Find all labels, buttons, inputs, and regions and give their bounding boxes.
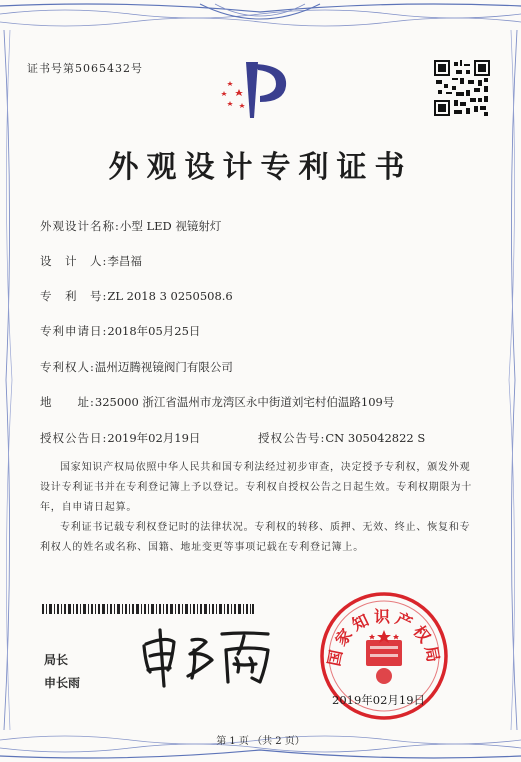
- design-name-value: 小型 LED 视镜射灯: [119, 219, 222, 233]
- right-ornament-border: [499, 30, 521, 730]
- patentee-field: [40, 359, 233, 375]
- address-value: 325000 浙江省温州市龙湾区永中街道刘宅村伯温路109号: [94, 395, 395, 409]
- field-label: 专利申请日:: [40, 324, 108, 338]
- design-name-field: [40, 218, 221, 234]
- field-label: 外观设计名称:: [40, 219, 120, 233]
- address-field: [40, 394, 394, 410]
- certificate-title: 外观设计专利证书: [108, 150, 413, 185]
- director-title: 局长: [44, 653, 69, 667]
- paragraph-line: 专利证书记载专利权登记时的法律状况。专利权的转移、质押、无效、终止、恢复和专: [60, 522, 471, 533]
- field-label: 专利权人:: [40, 360, 95, 374]
- patent-number-value: ZL 2018 3 0250508.6: [107, 289, 233, 303]
- announce-number-field: [258, 430, 425, 446]
- seal-text: 国家知识产权局: [324, 607, 444, 668]
- announce-number-value: CN 305042822 S: [325, 431, 426, 445]
- director-name: 申长雨: [44, 676, 81, 690]
- field-label: 授权公告日:: [40, 431, 108, 445]
- designer-value: 李昌福: [107, 254, 142, 268]
- paragraph-line: 设计专利证书并在专利登记簿上予以登记。专利权自授权公告之日起生效。专利权期限为十: [40, 482, 472, 493]
- barcode-icon: [42, 604, 254, 614]
- certificate-number: 证书号第5065432号: [27, 62, 143, 75]
- qr-code-icon: [434, 60, 490, 116]
- patentee-value: 温州迈腾视镜阀门有限公司: [94, 360, 233, 374]
- handwritten-signature: [140, 620, 280, 690]
- top-ornament-border: [0, 0, 521, 40]
- paragraph-line: 国家知识产权局依照中华人民共和国专利法经过初步审查，决定授予专利权，颁发外观: [60, 462, 471, 473]
- paragraph-line: 利权人的姓名或名称、国籍、地址变更等事项记载在专利登记簿上。: [40, 542, 364, 553]
- designer-field: [40, 253, 142, 269]
- field-label: 地 址:: [40, 395, 95, 409]
- page-indicator: 第 1 页 （共 2 页）: [216, 736, 305, 747]
- filing-date-value: 2018年05月25日: [107, 324, 201, 338]
- seal-date: 2019年02月19日: [332, 693, 426, 707]
- field-label: 专 利 号:: [40, 289, 108, 303]
- left-ornament-border: [0, 30, 22, 730]
- patent-number-field: [40, 288, 233, 304]
- field-label: 授权公告号:: [258, 431, 326, 445]
- paragraph-line: 年，自申请日起算。: [40, 502, 138, 513]
- announce-date-value: 2019年02月19日: [107, 431, 201, 445]
- filing-date-field: [40, 323, 200, 339]
- patent-office-emblem-icon: [206, 56, 302, 122]
- announce-date-field: [40, 430, 200, 446]
- field-label: 设 计 人:: [40, 254, 108, 268]
